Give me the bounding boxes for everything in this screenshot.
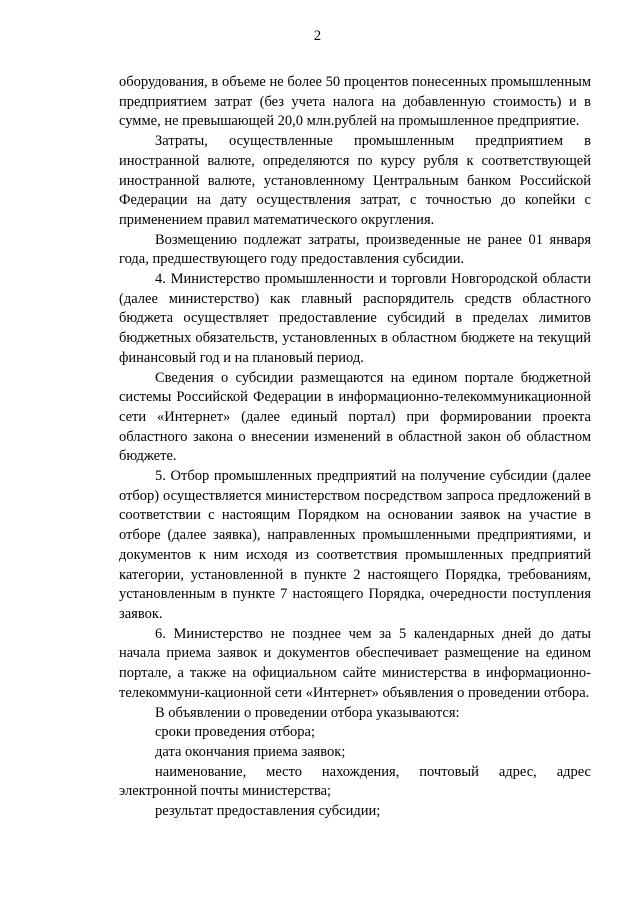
- paragraph-portal-info: Сведения о субсидии размещаются на едином портале бюджетной системы Российской Федерации в информационно-телекоммуникационной сети «Интернет» (далее единый портал) при формировании проекта областного закона о внесении изменений в областной закон об областном бюджете.: [119, 369, 591, 465]
- paragraph-item-6: 6. Министерство не позднее чем за 5 календарных дней до даты начала приема заявок и документов обеспечивает размещение на едином портале, а также на официальном сайте министерства в информационно-телекоммуни-кационной сети «Интернет» объявления о проведении отбора.: [119, 625, 591, 701]
- paragraph-announcement-intro: В объявлении о проведении отбора указываются:: [155, 704, 460, 721]
- paragraph-item-4: 4. Министерство промышленности и торговли Новгородской области (далее министерство) как главный распорядитель средств областного бюджета осуществляет предоставление субсидий в пределах лимитов бюджетных обязательств, установленных в областном бюджете на текущий финансовый год и на плановый период.: [119, 271, 591, 366]
- list-item-deadline: дата окончания приема заявок;: [155, 743, 346, 760]
- list-item-terms: сроки проведения отбора;: [155, 724, 315, 741]
- paragraph-foreign-currency: Затраты, осуществленные промышленным предприятием в иностранной валюте, определяются по курсу рубля к соответствующей иностранной валюте, установленному Центральным банком Российской Федерации на дату осуществления затрат, с точностью до копейки с применением правил математического округления.: [119, 133, 591, 228]
- paragraph-item-5: 5. Отбор промышленных предприятий на получение субсидии (далее отбор) осуществляется министерством посредством запроса предложений в соответствии с настоящим Порядком на основании заявок на участие в отборе (далее заявка), направленных промышленными предприятиями, и документов к ним исходя из соответствия промышленных предприятий категории, установленной в пункте 2 настоящего Порядка, требованиям, установленным в пункте 7 настоящего Порядка, очередности поступления заявок.: [119, 468, 591, 622]
- list-item-ministry-contacts: наименование, место нахождения, почтовый адрес, адрес электронной почты министерства;: [119, 763, 591, 800]
- page-number: 2: [313, 28, 322, 44]
- paragraph-reimbursement: Возмещению подлежат затраты, произведенные не ранее 01 января года, предшествующего году предоставления субсидии.: [119, 231, 591, 268]
- list-item-result: результат предоставления субсидии;: [155, 803, 381, 820]
- document-body: [119, 73, 591, 822]
- paragraph-continuation: оборудования, в объеме не более 50 процентов понесенных промышленным предприятием затрат (без учета налога на добавленную стоимость) и в сумме, не превышающей 20,0 млн.рублей на промышленное предприятие.: [119, 74, 591, 130]
